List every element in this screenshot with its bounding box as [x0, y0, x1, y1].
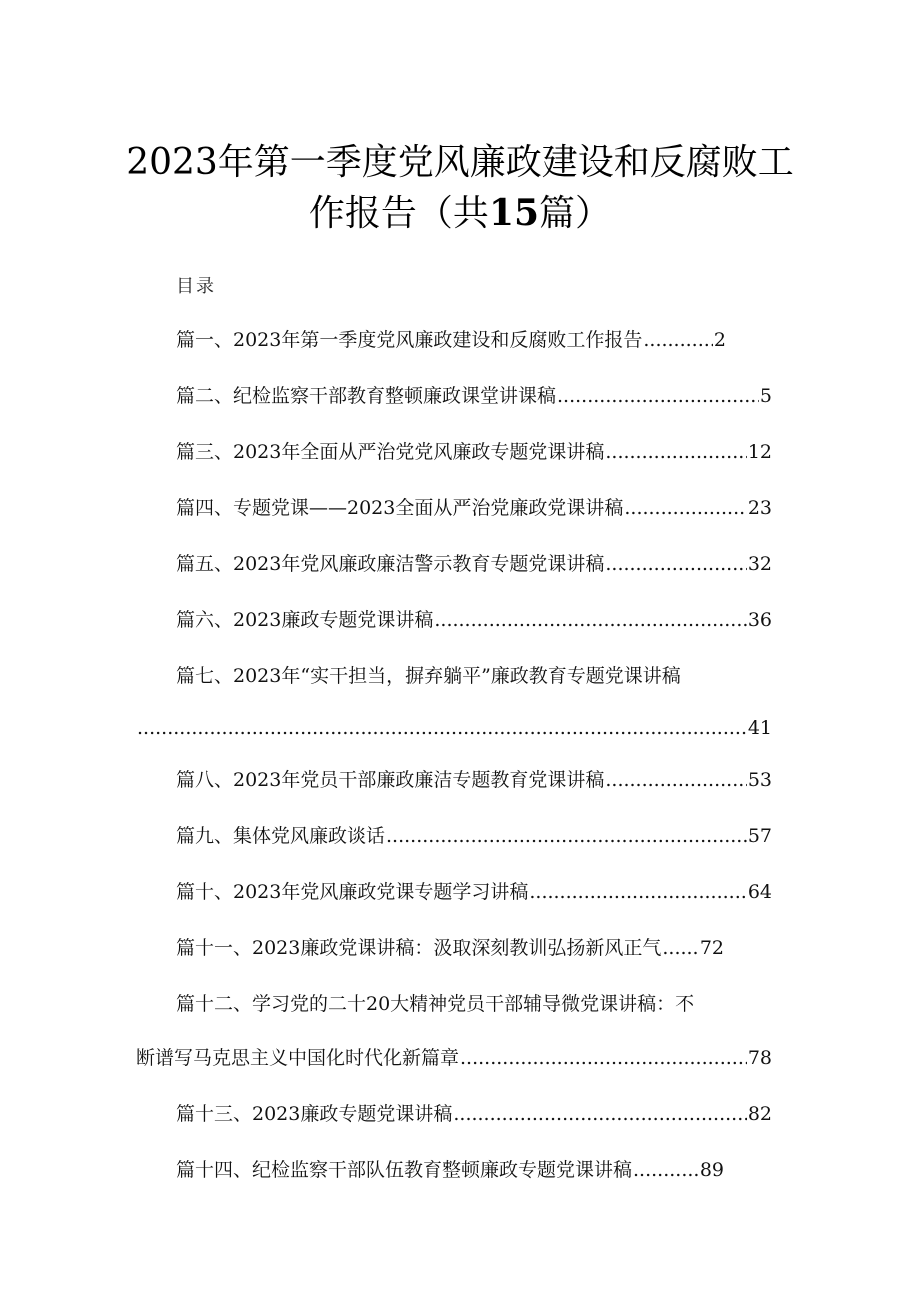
toc-entry-page: 41	[747, 717, 772, 739]
toc-entry[interactable]	[176, 494, 772, 522]
toc-entry-page: 12	[747, 441, 772, 463]
toc-leader	[643, 326, 713, 354]
toc-leader	[434, 606, 746, 634]
toc-entry[interactable]	[176, 606, 772, 634]
toc-leader	[605, 550, 746, 578]
toc-leader	[453, 1100, 746, 1128]
toc-leader	[624, 494, 746, 522]
toc-entry[interactable]	[176, 878, 772, 906]
toc-leader	[529, 878, 746, 906]
title-line-1: 2023年第一季度党风廉政建设和反腐败工	[126, 142, 794, 183]
toc-leader	[557, 382, 759, 410]
toc-entry-text: 篇六、2023廉政专题党课讲稿	[176, 609, 434, 631]
toc-leader	[605, 438, 746, 466]
toc-entry-text: 篇四、专题党课——2023全面从严治党廉政党课讲稿	[176, 497, 624, 519]
title-line-2-post: 篇）	[539, 193, 612, 234]
toc-entry-text: 篇十三、2023廉政专题党课讲稿	[176, 1103, 453, 1125]
toc-entry-text: 篇十、2023年党风廉政党课专题学习讲稿	[176, 881, 529, 903]
toc-entry-text: 篇九、集体党风廉政谈话	[176, 825, 386, 847]
toc-entry-text-cont: 断谱写马克思主义中国化时代化新篇章	[136, 1047, 460, 1069]
toc-entry-text: 篇二、纪检监察干部教育整顿廉政课堂讲课稿	[176, 385, 557, 407]
toc-entry[interactable]	[176, 822, 772, 850]
toc-entry-page: 36	[747, 609, 772, 631]
toc-leader	[386, 822, 747, 850]
toc-entry-page: 64	[747, 881, 772, 903]
toc-entry-text: 篇三、2023年全面从严治党党风廉政专题党课讲稿	[176, 441, 605, 463]
toc-entry[interactable]	[176, 1100, 772, 1128]
toc-entry[interactable]	[176, 326, 726, 354]
toc-entry[interactable]	[176, 934, 724, 962]
document-title	[120, 138, 800, 239]
toc-entry-text: 篇十一、2023廉政党课讲稿：汲取深刻教训弘扬新风正气	[176, 937, 662, 959]
title-line-2-pre: 作报告（共	[308, 193, 489, 234]
toc-entry-text[interactable]: 篇十二、学习党的二十20大精神党员干部辅导微党课讲稿：不	[176, 993, 695, 1015]
toc-entry-page: 5	[759, 385, 772, 407]
toc-entry-page: 57	[747, 825, 772, 847]
toc-entry-page: 32	[747, 553, 772, 575]
title-count: 15	[488, 192, 540, 234]
toc-leader	[633, 1156, 699, 1184]
toc-heading: 目录	[176, 276, 216, 297]
toc-leader	[460, 1044, 747, 1072]
toc-entry[interactable]	[176, 438, 772, 466]
toc-leader	[137, 714, 747, 742]
toc-entry-page: 89	[699, 1159, 724, 1181]
toc-entry[interactable]	[176, 550, 772, 578]
toc-entry-text: 篇五、2023年党风廉政廉洁警示教育专题党课讲稿	[176, 553, 605, 575]
toc-entry[interactable]	[176, 766, 772, 794]
toc-entry[interactable]	[176, 1156, 724, 1184]
toc-leader	[605, 766, 746, 794]
toc-entry-page: 82	[747, 1103, 772, 1125]
toc-entry-text: 篇一、2023年第一季度党风廉政建设和反腐败工作报告	[176, 329, 643, 351]
toc-entry-page: 72	[699, 937, 724, 959]
toc-entry[interactable]	[136, 714, 772, 742]
toc-entry[interactable]	[176, 382, 772, 410]
title-line-2	[120, 188, 800, 239]
toc-entry-page: 2	[713, 329, 726, 351]
toc-entry-page: 23	[747, 497, 772, 519]
toc-entry-text[interactable]: 篇七、2023年“实干担当，摒弃躺平”廉政教育专题党课讲稿	[176, 665, 681, 687]
toc-entry-page: 53	[747, 769, 772, 791]
toc-leader	[662, 934, 698, 962]
toc-entry-text: 篇八、2023年党员干部廉政廉洁专题教育党课讲稿	[176, 769, 605, 791]
toc-entry-text: 篇十四、纪检监察干部队伍教育整顿廉政专题党课讲稿	[176, 1159, 633, 1181]
toc-entry-page: 78	[747, 1047, 772, 1069]
toc-entry[interactable]	[136, 1044, 772, 1072]
